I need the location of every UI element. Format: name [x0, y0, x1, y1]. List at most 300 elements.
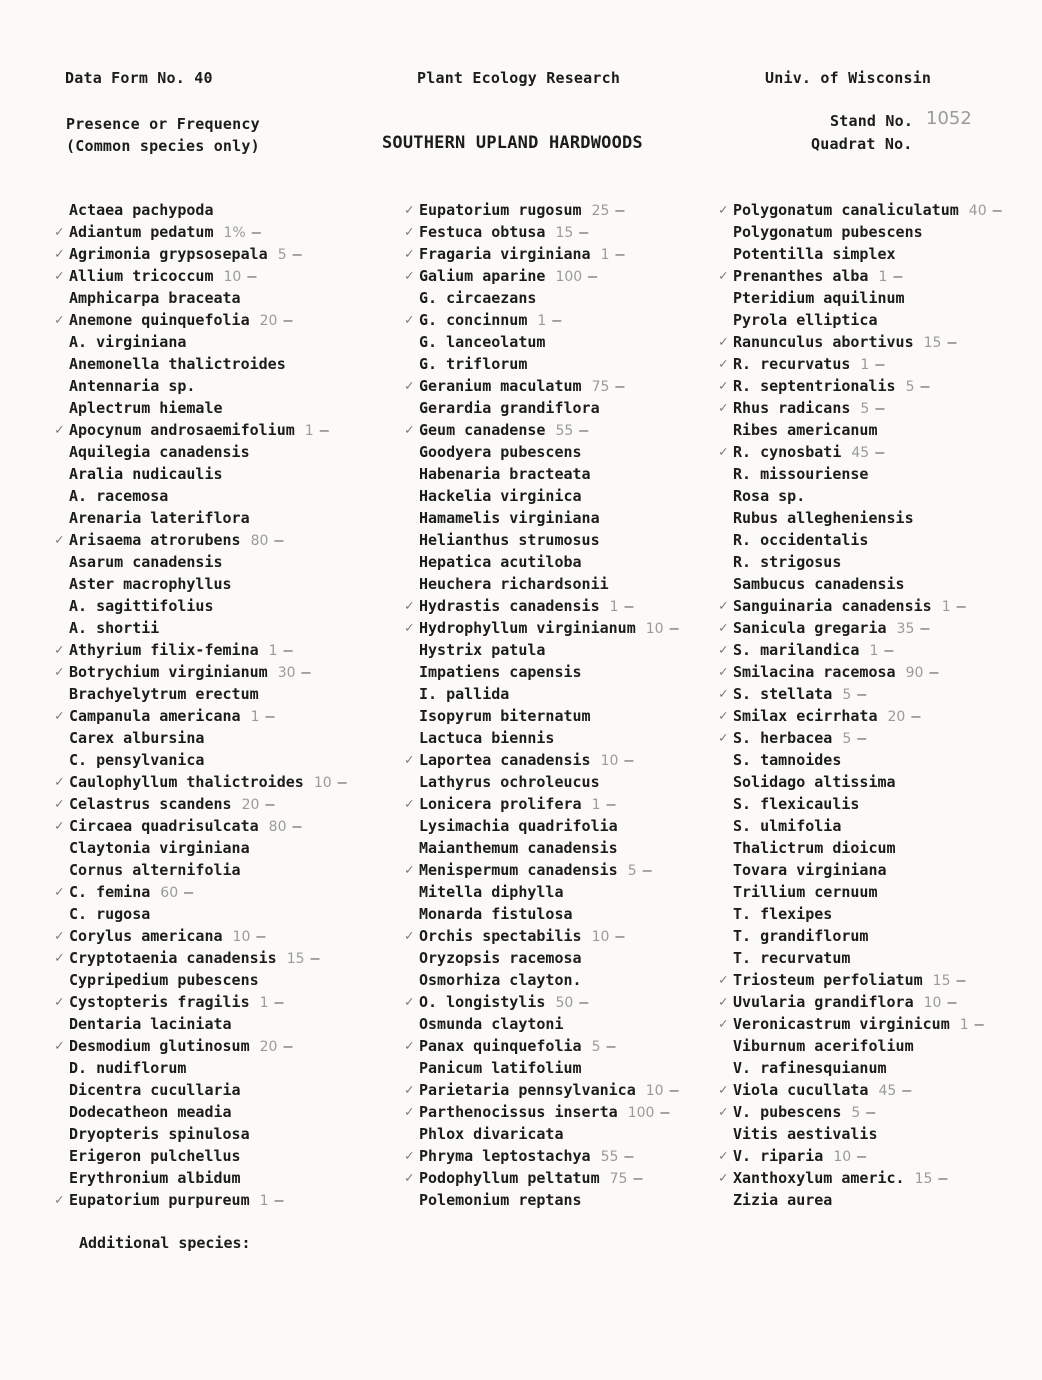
- species-name: C. femina: [69, 883, 151, 901]
- species-name: Gerardia grandiflora: [419, 399, 600, 417]
- tally-dash-icon: —: [247, 267, 257, 285]
- tally-dash-icon: —: [579, 993, 589, 1011]
- species-name: Erythronium albidum: [69, 1169, 241, 1187]
- species-name: R. occidentalis: [733, 531, 869, 549]
- species-row: [719, 265, 1002, 287]
- species-name: Laportea canadensis: [419, 751, 591, 769]
- species-name: Desmodium glutinosum: [69, 1037, 250, 1055]
- tally-dash-icon: —: [274, 993, 284, 1011]
- frequency-value: 1: [609, 599, 619, 615]
- frequency-value: 10: [645, 1083, 664, 1099]
- species-name: Eupatorium purpureum: [69, 1191, 250, 1209]
- species-row: [719, 1079, 1002, 1101]
- species-name: Aquilegia canadensis: [69, 443, 250, 461]
- frequency-value: 10: [923, 995, 942, 1011]
- species-row: [55, 947, 347, 969]
- species-name: Festuca obtusa: [419, 223, 546, 241]
- check-mark-icon: ✓: [405, 246, 414, 262]
- check-mark-icon: ✓: [55, 708, 64, 724]
- frequency-value: 10: [313, 775, 332, 791]
- species-name: Phlox divaricata: [419, 1125, 564, 1143]
- species-row: [419, 639, 679, 661]
- frequency-value: 1%: [223, 225, 246, 241]
- check-mark-icon: ✓: [719, 1104, 728, 1120]
- check-mark-icon: ✓: [55, 268, 64, 284]
- frequency-value: 10: [833, 1149, 852, 1165]
- species-name: Dentaria laciniata: [69, 1015, 232, 1033]
- species-row: [419, 815, 679, 837]
- species-row: [419, 771, 679, 793]
- species-row: [69, 1057, 347, 1079]
- species-row: [55, 661, 347, 683]
- species-name: Sambucus canadensis: [733, 575, 905, 593]
- species-row: [733, 1035, 1002, 1057]
- common-species-note: (Common species only): [66, 137, 260, 155]
- species-name: Helianthus strumosus: [419, 531, 600, 549]
- check-mark-icon: ✓: [719, 1016, 728, 1032]
- species-row: [733, 551, 1002, 573]
- tally-dash-icon: —: [256, 927, 266, 945]
- check-mark-icon: ✓: [405, 994, 414, 1010]
- check-mark-icon: ✓: [55, 928, 64, 944]
- species-name: R. missouriense: [733, 465, 869, 483]
- species-name: V. rafinesquianum: [733, 1059, 887, 1077]
- species-row: [419, 727, 679, 749]
- tally-dash-icon: —: [992, 201, 1002, 219]
- frequency-value: 15: [932, 973, 951, 989]
- frequency-value: 15: [555, 225, 574, 241]
- species-row: [733, 1189, 1002, 1211]
- species-column-2: [405, 199, 679, 1211]
- species-row: [405, 991, 679, 1013]
- species-row: [419, 573, 679, 595]
- species-row: [419, 441, 679, 463]
- species-row: [733, 947, 1002, 969]
- species-column-3: [719, 199, 1002, 1211]
- frequency-value: 75: [591, 379, 610, 395]
- frequency-value: 10: [223, 269, 242, 285]
- species-name: D. nudiflorum: [69, 1059, 187, 1077]
- frequency-value: 50: [555, 995, 574, 1011]
- species-column-1: [55, 199, 347, 1211]
- species-name: Aralia nudicaulis: [69, 465, 223, 483]
- frequency-value: 100: [555, 269, 583, 285]
- frequency-value: 5: [842, 687, 852, 703]
- tally-dash-icon: —: [319, 421, 329, 439]
- check-mark-icon: ✓: [719, 334, 728, 350]
- frequency-value: 5: [851, 1105, 861, 1121]
- species-row: [55, 705, 347, 727]
- species-row: [419, 661, 679, 683]
- species-row: [405, 617, 679, 639]
- frequency-value: 5: [905, 379, 915, 395]
- species-row: [405, 375, 679, 397]
- species-row: [55, 639, 347, 661]
- species-name: Hydrastis canadensis: [419, 597, 600, 615]
- species-name: Fragaria virginiana: [419, 245, 591, 263]
- species-name: Goodyera pubescens: [419, 443, 582, 461]
- species-row: [719, 969, 1002, 991]
- check-mark-icon: ✓: [55, 1038, 64, 1054]
- species-row: [419, 529, 679, 551]
- species-row: [69, 1123, 347, 1145]
- tally-dash-icon: —: [274, 1191, 284, 1209]
- frequency-value: 40: [968, 203, 987, 219]
- check-mark-icon: ✓: [55, 532, 64, 548]
- species-row: [405, 199, 679, 221]
- tally-dash-icon: —: [875, 399, 885, 417]
- species-row: [69, 507, 347, 529]
- check-mark-icon: ✓: [405, 378, 414, 394]
- tally-dash-icon: —: [283, 641, 293, 659]
- frequency-value: 10: [591, 929, 610, 945]
- species-row: [55, 221, 347, 243]
- species-row: [69, 551, 347, 573]
- check-mark-icon: ✓: [405, 928, 414, 944]
- tally-dash-icon: —: [857, 685, 867, 703]
- species-name: O. longistylis: [419, 993, 546, 1011]
- species-row: [405, 749, 679, 771]
- species-name: Panax quinquefolia: [419, 1037, 582, 1055]
- check-mark-icon: ✓: [719, 972, 728, 988]
- frequency-value: 10: [645, 621, 664, 637]
- species-name: I. pallida: [419, 685, 510, 703]
- check-mark-icon: ✓: [719, 730, 728, 746]
- form-number: Data Form No. 40: [65, 69, 213, 87]
- tally-dash-icon: —: [920, 619, 930, 637]
- species-row: [69, 1079, 347, 1101]
- frequency-value: 20: [259, 313, 278, 329]
- frequency-value: 5: [627, 863, 637, 879]
- frequency-value: 1: [259, 995, 269, 1011]
- tally-dash-icon: —: [301, 663, 311, 681]
- species-name: Heuchera richardsonii: [419, 575, 609, 593]
- check-mark-icon: ✓: [405, 796, 414, 812]
- frequency-value: 20: [241, 797, 260, 813]
- species-name: C. rugosa: [69, 905, 151, 923]
- species-name: Caulophyllum thalictroides: [69, 773, 304, 791]
- species-row: [733, 507, 1002, 529]
- check-mark-icon: ✓: [55, 664, 64, 680]
- frequency-value: 1: [959, 1017, 969, 1033]
- tally-dash-icon: —: [615, 377, 625, 395]
- species-name: Erigeron pulchellus: [69, 1147, 241, 1165]
- species-row: [69, 1013, 347, 1035]
- species-name: Anemonella thalictroides: [69, 355, 286, 373]
- species-row: [733, 243, 1002, 265]
- species-name: Polemonium reptans: [419, 1191, 582, 1209]
- frequency-value: 5: [277, 247, 287, 263]
- species-row: [719, 1013, 1002, 1035]
- species-name: Zizia aurea: [733, 1191, 833, 1209]
- species-name: Polygonatum pubescens: [733, 223, 923, 241]
- species-name: Trillium cernuum: [733, 883, 878, 901]
- species-row: [55, 991, 347, 1013]
- species-name: R. strigosus: [733, 553, 842, 571]
- species-row: [719, 991, 1002, 1013]
- tally-dash-icon: —: [624, 597, 634, 615]
- species-row: [733, 287, 1002, 309]
- species-row: [55, 529, 347, 551]
- species-name: Impatiens capensis: [419, 663, 582, 681]
- species-name: Triosteum perfoliatum: [733, 971, 923, 989]
- species-row: [405, 595, 679, 617]
- species-name: Phryma leptostachya: [419, 1147, 591, 1165]
- species-name: A. sagittifolius: [69, 597, 214, 615]
- species-name: S. flexicaulis: [733, 795, 860, 813]
- species-row: [733, 903, 1002, 925]
- tally-dash-icon: —: [274, 531, 284, 549]
- frequency-value: 80: [268, 819, 287, 835]
- species-name: Mitella diphylla: [419, 883, 564, 901]
- species-row: [733, 771, 1002, 793]
- frequency-value: 75: [609, 1171, 628, 1187]
- species-row: [69, 683, 347, 705]
- species-row: [719, 199, 1002, 221]
- check-mark-icon: ✓: [55, 950, 64, 966]
- tally-dash-icon: —: [669, 619, 679, 637]
- check-mark-icon: ✓: [719, 620, 728, 636]
- species-row: [733, 1057, 1002, 1079]
- species-name: Cystopteris fragilis: [69, 993, 250, 1011]
- species-name: S. ulmifolia: [733, 817, 842, 835]
- species-name: Hepatica acutiloba: [419, 553, 582, 571]
- species-row: [719, 397, 1002, 419]
- species-row: [69, 903, 347, 925]
- species-name: G. triflorum: [419, 355, 528, 373]
- frequency-value: 90: [905, 665, 924, 681]
- tally-dash-icon: —: [292, 817, 302, 835]
- check-mark-icon: ✓: [719, 664, 728, 680]
- species-name: Osmorhiza clayton.: [419, 971, 582, 989]
- species-row: [69, 859, 347, 881]
- check-mark-icon: ✓: [55, 224, 64, 240]
- species-name: Hydrophyllum virginianum: [419, 619, 636, 637]
- tally-dash-icon: —: [184, 883, 194, 901]
- check-mark-icon: ✓: [405, 620, 414, 636]
- species-name: Aster macrophyllus: [69, 575, 232, 593]
- species-name: Allium tricoccum: [69, 267, 214, 285]
- species-name: Cornus alternifolia: [69, 861, 241, 879]
- species-row: [405, 925, 679, 947]
- tally-dash-icon: —: [929, 663, 939, 681]
- species-row: [733, 573, 1002, 595]
- page-title: SOUTHERN UPLAND HARDWOODS: [382, 133, 643, 153]
- tally-dash-icon: —: [588, 267, 598, 285]
- species-row: [69, 397, 347, 419]
- tally-dash-icon: —: [310, 949, 320, 967]
- species-row: [719, 1101, 1002, 1123]
- tally-dash-icon: —: [283, 1037, 293, 1055]
- species-name: Hackelia virginica: [419, 487, 582, 505]
- frequency-value: 45: [851, 445, 870, 461]
- frequency-value: 10: [600, 753, 619, 769]
- tally-dash-icon: —: [624, 751, 634, 769]
- species-row: [719, 353, 1002, 375]
- species-name: Carex albursina: [69, 729, 205, 747]
- species-row: [69, 1145, 347, 1167]
- tally-dash-icon: —: [552, 311, 562, 329]
- species-name: Habenaria bracteata: [419, 465, 591, 483]
- tally-dash-icon: —: [265, 795, 275, 813]
- species-row: [419, 397, 679, 419]
- stand-label: Stand No.: [830, 112, 914, 130]
- species-row: [69, 353, 347, 375]
- species-name: Lysimachia quadrifolia: [419, 817, 618, 835]
- check-mark-icon: ✓: [719, 1148, 728, 1164]
- species-row: [405, 265, 679, 287]
- species-row: [419, 1189, 679, 1211]
- species-name: Podophyllum peltatum: [419, 1169, 600, 1187]
- tally-dash-icon: —: [606, 1037, 616, 1055]
- species-name: Dodecatheon meadia: [69, 1103, 232, 1121]
- species-row: [419, 903, 679, 925]
- species-name: Galium aparine: [419, 267, 546, 285]
- species-row: [733, 1123, 1002, 1145]
- check-mark-icon: ✓: [405, 422, 414, 438]
- species-name: Rhus radicans: [733, 399, 851, 417]
- species-row: [719, 727, 1002, 749]
- species-name: S. herbacea: [733, 729, 833, 747]
- species-row: [69, 837, 347, 859]
- species-row: [69, 969, 347, 991]
- frequency-value: 60: [160, 885, 179, 901]
- species-row: [719, 441, 1002, 463]
- species-name: V. pubescens: [733, 1103, 842, 1121]
- check-mark-icon: ✓: [719, 686, 728, 702]
- frequency-value: 1: [537, 313, 547, 329]
- check-mark-icon: ✓: [55, 884, 64, 900]
- species-name: A. virginiana: [69, 333, 187, 351]
- frequency-value: 20: [259, 1039, 278, 1055]
- species-name: Parietaria pennsylvanica: [419, 1081, 636, 1099]
- species-row: [419, 881, 679, 903]
- tally-dash-icon: —: [938, 1169, 948, 1187]
- tally-dash-icon: —: [956, 971, 966, 989]
- tally-dash-icon: —: [920, 377, 930, 395]
- species-name: R. cynosbati: [733, 443, 842, 461]
- species-name: Amphicarpa braceata: [69, 289, 241, 307]
- species-row: [733, 859, 1002, 881]
- species-name: T. flexipes: [733, 905, 833, 923]
- species-row: [419, 947, 679, 969]
- tally-dash-icon: —: [283, 311, 293, 329]
- species-row: [719, 595, 1002, 617]
- species-row: [69, 331, 347, 353]
- species-name: Vitis aestivalis: [733, 1125, 878, 1143]
- species-row: [419, 1057, 679, 1079]
- species-name: Prenanthes alba: [733, 267, 869, 285]
- check-mark-icon: ✓: [719, 268, 728, 284]
- check-mark-icon: ✓: [55, 642, 64, 658]
- species-row: [55, 1189, 347, 1211]
- species-row: [733, 815, 1002, 837]
- frequency-value: 1: [304, 423, 314, 439]
- species-name: Actaea pachypoda: [69, 201, 214, 219]
- tally-dash-icon: —: [974, 1015, 984, 1033]
- check-mark-icon: ✓: [405, 202, 414, 218]
- species-row: [405, 1167, 679, 1189]
- species-name: Viburnum acerifolium: [733, 1037, 914, 1055]
- species-row: [405, 309, 679, 331]
- species-row: [69, 573, 347, 595]
- frequency-value: 1: [878, 269, 888, 285]
- species-row: [733, 925, 1002, 947]
- species-name: Lathyrus ochroleucus: [419, 773, 600, 791]
- tally-dash-icon: —: [265, 707, 275, 725]
- species-name: Parthenocissus inserta: [419, 1103, 618, 1121]
- species-name: Rosa sp.: [733, 487, 806, 505]
- species-name: Corylus americana: [69, 927, 223, 945]
- species-row: [733, 485, 1002, 507]
- species-row: [419, 287, 679, 309]
- tally-dash-icon: —: [251, 223, 261, 241]
- species-row: [69, 485, 347, 507]
- species-row: [69, 1167, 347, 1189]
- species-row: [69, 199, 347, 221]
- species-row: [55, 925, 347, 947]
- university-name: Univ. of Wisconsin: [765, 69, 932, 87]
- species-row: [733, 749, 1002, 771]
- check-mark-icon: ✓: [55, 818, 64, 834]
- species-row: [733, 419, 1002, 441]
- species-row: [719, 661, 1002, 683]
- species-name: Dryopteris spinulosa: [69, 1125, 250, 1143]
- species-name: G. circaezans: [419, 289, 537, 307]
- species-row: [405, 221, 679, 243]
- tally-dash-icon: —: [947, 993, 957, 1011]
- frequency-value: 15: [914, 1171, 933, 1187]
- species-name: Uvularia grandiflora: [733, 993, 914, 1011]
- frequency-value: 5: [860, 401, 870, 417]
- species-name: A. shortii: [69, 619, 160, 637]
- frequency-value: 10: [232, 929, 251, 945]
- species-name: Anemone quinquefolia: [69, 311, 250, 329]
- species-row: [419, 1123, 679, 1145]
- frequency-value: 30: [277, 665, 296, 681]
- species-name: Isopyrum biternatum: [419, 707, 591, 725]
- species-name: Cryptotaenia canadensis: [69, 949, 277, 967]
- check-mark-icon: ✓: [405, 1148, 414, 1164]
- species-name: Orchis spectabilis: [419, 927, 582, 945]
- species-name: Athyrium filix-femina: [69, 641, 259, 659]
- frequency-value: 1: [860, 357, 870, 373]
- species-row: [719, 1167, 1002, 1189]
- tally-dash-icon: —: [857, 1147, 867, 1165]
- species-row: [719, 683, 1002, 705]
- frequency-value: 1: [259, 1193, 269, 1209]
- species-name: A. racemosa: [69, 487, 169, 505]
- species-row: [719, 375, 1002, 397]
- species-name: S. tamnoides: [733, 751, 842, 769]
- species-row: [405, 1145, 679, 1167]
- stand-value: 1052: [926, 108, 972, 129]
- frequency-value: 100: [627, 1105, 655, 1121]
- species-row: [733, 221, 1002, 243]
- species-row: [719, 1145, 1002, 1167]
- species-name: Pyrola elliptica: [733, 311, 878, 329]
- species-name: Thalictrum dioicum: [733, 839, 896, 857]
- check-mark-icon: ✓: [405, 862, 414, 878]
- species-name: Rubus allegheniensis: [733, 509, 914, 527]
- species-name: Lactuca biennis: [419, 729, 555, 747]
- species-name: Antennaria sp.: [69, 377, 196, 395]
- species-row: [55, 815, 347, 837]
- frequency-value: 15: [923, 335, 942, 351]
- species-name: Campanula americana: [69, 707, 241, 725]
- species-name: Panicum latifolium: [419, 1059, 582, 1077]
- species-name: Eupatorium rugosum: [419, 201, 582, 219]
